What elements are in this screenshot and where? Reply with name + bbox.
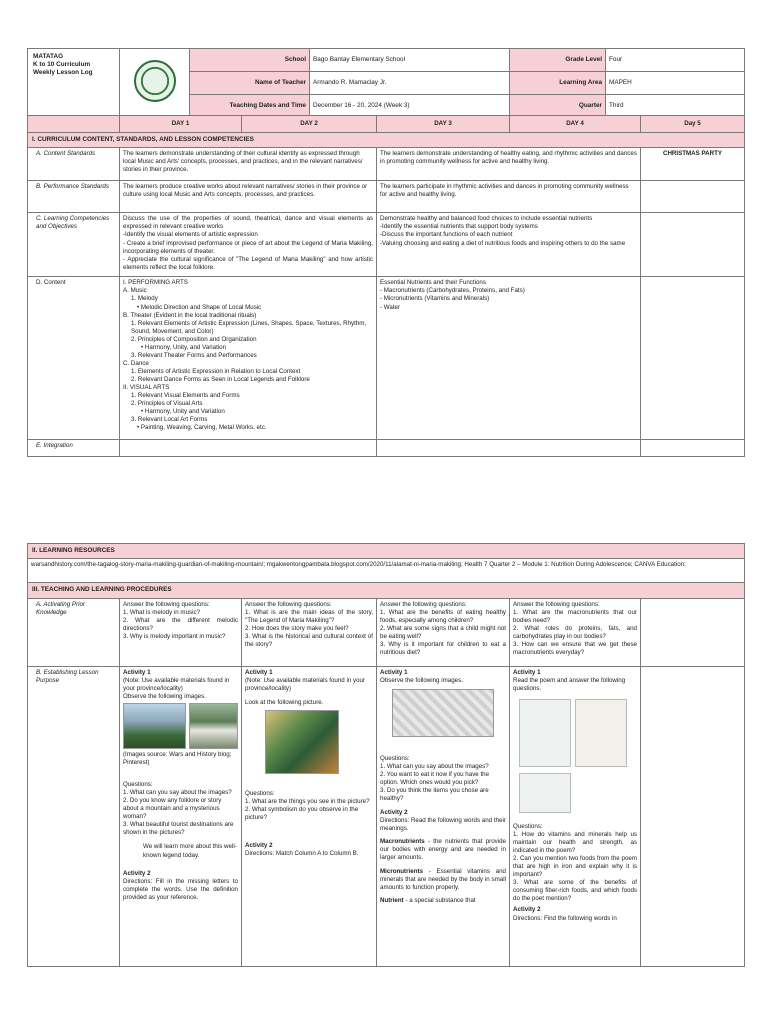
term: Macronutrients	[380, 838, 425, 846]
question-text: 3. What are some of the benefits of consuming fiber-rich foods, and which foods do the poet mention?	[513, 879, 637, 903]
seal-cell	[120, 49, 190, 118]
content-day12	[120, 277, 377, 440]
prior-line: 2. What are some signs that a child might not be eating well?	[380, 624, 506, 640]
lesson-log-header	[27, 48, 745, 118]
questions-heading: Questions:	[380, 754, 410, 762]
term: Nutrient	[380, 896, 404, 904]
title-line-2: K to 10 Curriculum	[33, 61, 91, 68]
prior-day1	[120, 598, 242, 666]
content-line: 1. Relevant Elements of Artistic Expression (Lines, Shapes, Space, Textures, Rhythm, Sound, Movement, and Color)	[131, 319, 367, 335]
question-text: 1. What can you say about the images?	[380, 762, 489, 770]
prior-line: 2. How does the story make you feel?	[245, 624, 349, 632]
area-label: Learning Area	[510, 72, 606, 95]
question-text: 1. How do vitamins and minerals help us maintain our health and strength, as indicated in the poem?	[513, 830, 637, 855]
question-text: 1. What can you say about the images?	[123, 789, 232, 797]
empty-cell	[641, 181, 745, 213]
activity-heading: Activity 1	[380, 668, 408, 676]
look-text: Look at the following picture.	[245, 698, 324, 706]
competencies-day12	[120, 213, 377, 277]
empty-cell	[641, 213, 745, 277]
content-line: C. Dance	[123, 359, 149, 367]
content-line: • Harmony, Unity and Variation	[141, 408, 225, 416]
school-value: Bago Bantay Elementary School	[310, 49, 510, 72]
poem-image	[575, 699, 627, 767]
poem-image	[519, 699, 571, 767]
term: Micronutrients	[380, 867, 423, 875]
content-day34	[377, 277, 641, 440]
quarter-label: Quarter	[510, 95, 606, 118]
mountain-image	[123, 703, 186, 749]
lesson-purpose-label: B. Establishing Lesson Purpose	[28, 666, 120, 966]
definition: - a special substance that	[403, 896, 476, 904]
content-line: - Macronutrients (Carbohydrates, Proteins, and Fats)	[380, 287, 525, 295]
activity-heading: Activity 1	[513, 668, 541, 676]
empty-cell	[120, 440, 377, 457]
prior-line: 1. What is melody in music?	[123, 608, 201, 616]
note-text: (Note: Use available materials found in your province/locality)	[123, 676, 230, 692]
day5-note: CHRISTMAS PARTY	[641, 148, 745, 181]
activity-heading: Activity 2	[245, 842, 273, 850]
prior-line: Answer the following questions:	[380, 600, 467, 608]
content-label: D. Content	[28, 277, 120, 440]
teacher-value: Armando R. Mamaclay Jr.	[310, 72, 510, 95]
prior-day3	[377, 598, 510, 666]
competency-line: -Valuing choosing and eating a diet of nutritious foods and inspiring others to do the same	[380, 239, 626, 247]
content-line: 2. Principles of Composition and Organization	[131, 335, 257, 343]
performance-label: B. Performance Standards	[28, 181, 120, 213]
resources-text: warsandhistory.com/the-tagalog-story-maria-makiling-guardian-of-makiling-mountain/; mgakwentongpambata.blogspot.com/2020/11/alamat-ni-maria-makiling; Health 7 Quarter 2 – Module 1: Nutrition During Adolescence; CANVA Education;	[28, 559, 745, 583]
competencies-label: C. Learning Competencies and Objectives	[28, 213, 120, 277]
prior-line: 2. What roles do proteins, fats, and carbohydrates play in our bodies?	[513, 624, 637, 640]
prior-line: 1. What is are the main ideas of the story, "The Legend of Maria Makiling"?	[245, 608, 373, 624]
integration-label: E. Integration	[28, 440, 120, 457]
content-line: • Painting, Weaving, Carving, Metal Works, etc.	[137, 424, 267, 432]
content-line: A. Music	[123, 287, 147, 295]
content-line: II. VISUAL ARTS	[123, 384, 170, 392]
empty-cell	[641, 440, 745, 457]
prior-line: 1. What are the benefits of eating healthy foods, especially among children?	[380, 608, 506, 624]
content-line: • Harmony, Unity, and Variation	[141, 343, 227, 351]
content-line: 1. Melody	[131, 295, 158, 303]
prior-line: 3. Why is melody important in music?	[123, 632, 226, 640]
empty-cell	[641, 666, 745, 966]
prior-line: Answer the following questions:	[513, 600, 600, 608]
food-items-image	[392, 689, 494, 737]
section1-title: I. CURRICULUM CONTENT, STANDARDS, AND LESSON COMPETENCIES	[28, 133, 745, 148]
competency-line: - Appreciate the cultural significance of "The Legend of Maria Makiling" and how artistic elements reflect the local folklore.	[123, 255, 373, 271]
title-line-3: Weekly Lesson Log	[33, 69, 93, 76]
section2-title: II. LEARNING RESOURCES	[28, 544, 745, 559]
activity-heading: Activity 2	[123, 869, 151, 877]
definition-nutrient	[380, 897, 506, 905]
question-text: 2. Do you know any folklore or story about a mountain and a mysterious woman?	[123, 797, 222, 821]
day2-header: DAY 2	[242, 116, 377, 133]
purpose-day3	[377, 666, 510, 966]
procedures-table	[27, 543, 745, 967]
empty-cell	[641, 277, 745, 440]
prior-line: 2. What are the different melodic directions?	[123, 616, 238, 632]
definition-micro	[380, 868, 506, 892]
purpose-day2	[242, 666, 377, 966]
content-line: 1. Elements of Artistic Expression in Relation to Local Context	[131, 368, 301, 376]
observe-text: Observe the following images.	[380, 676, 463, 684]
questions-heading: Questions:	[123, 781, 153, 789]
content-line: - Micronutrients (Vitamins and Minerals)	[380, 295, 490, 303]
question-text: 1. What are the things you see in the picture?	[245, 797, 370, 805]
questions-heading: Questions:	[245, 789, 275, 797]
image-source: (Images source: Wars and History blog; Pinterest)	[123, 750, 232, 766]
content-line: B. Theater (Evident in the local traditional rituals)	[123, 311, 257, 319]
corner-cell	[28, 116, 120, 133]
content-line: - Water	[380, 303, 401, 311]
question-text: 3. Do you think the items you chose are healthy?	[380, 787, 489, 803]
prior-line: Answer the following questions:	[123, 600, 210, 608]
dates-label: Teaching Dates and Time	[190, 95, 310, 118]
note-text: (Note: Use available materials found in your province/locality)	[245, 676, 366, 692]
content-standards-day12: The learners demonstrate understanding of their cultural identity as expressed through local Music and Arts' concepts, processes, and practices, and in the relevant narratives/ stories in their province.	[120, 148, 377, 181]
legend-painting-image	[265, 710, 339, 774]
title-line-1: MATATAG	[33, 53, 64, 60]
content-line: 2. Principles of Visual Arts	[131, 400, 203, 408]
performance-day12: The learners produce creative works about relevant narratives/ stories in their province or culture using local Music and Arts concepts, processes, and practices.	[120, 181, 377, 213]
activity-heading: Activity 2	[513, 906, 541, 914]
day1-header: DAY 1	[120, 116, 242, 133]
definition-macro	[380, 838, 506, 862]
empty-cell	[641, 598, 745, 666]
prior-day2	[242, 598, 377, 666]
content-line: • Melodic Direction and Shape of Local Music	[137, 303, 262, 311]
deped-seal-icon	[134, 60, 176, 102]
content-line: 2. Relevant Dance Forms as Seen in Local Legends and Folklore	[131, 376, 310, 384]
content-line: 3. Relevant Local Art Forms	[131, 416, 208, 424]
directions-text: Directions: Match Column A to Column B.	[245, 850, 359, 858]
grade-label: Grade Level	[510, 49, 606, 72]
question-text: 2. What symbolism do you observe in the picture?	[245, 806, 359, 822]
teacher-label: Name of Teacher	[190, 72, 310, 95]
purpose-day1	[120, 666, 242, 966]
activity-heading: Activity 1	[245, 668, 273, 676]
directions-text: Directions: Fill in the missing letters to complete the words. Use the definition provided as your reference.	[123, 877, 238, 901]
purpose-day4	[510, 666, 641, 966]
read-text: Read the poem and answer the following questions.	[513, 676, 626, 692]
competency-line: -Discuss the important functions of each nutrient	[380, 231, 513, 239]
prior-knowledge-label: A. Activating Prior Knowledge	[28, 598, 120, 666]
empty-cell	[377, 440, 641, 457]
definition: - the nutrients that provide our bodies with energy and are needed in larger amounts.	[380, 838, 506, 862]
content-standards-label: A. Content Standards	[28, 148, 120, 181]
question-text: 3. What beautiful tourist destinations are shown in the pictures?	[123, 821, 234, 837]
grade-value: Four	[606, 49, 745, 72]
content-line: I. PERFORMING ARTS	[123, 279, 188, 287]
directions-text: Directions: Find the following words in	[513, 914, 617, 922]
competency-line: Discuss the use of the properties of sound, theatrical, dance and visual elements as expressed in relevant creative works	[123, 215, 373, 231]
quarter-value: Third	[606, 95, 745, 118]
prior-line: 3. Why is it important for children to eat a nutritious diet?	[380, 640, 506, 657]
content-line: 1. Relevant Visual Elements and Forms	[131, 392, 240, 400]
questions-heading: Questions:	[513, 822, 543, 830]
poem-image	[519, 773, 571, 813]
area-value: MAPEH	[606, 72, 745, 95]
competency-line: Demonstrate healthy and balanced food choices to include essential nutrients	[380, 215, 593, 223]
activity-heading: Activity 2	[380, 809, 408, 817]
prior-line: Answer the following questions:	[245, 600, 332, 608]
school-label: School	[190, 49, 310, 72]
question-text: 2. Can you mention two foods from the poem that are high in iron and explain why it is important?	[513, 855, 637, 879]
competency-line: -Identify the visual elements of artistic expression	[123, 231, 258, 239]
question-text: 2. You want to eat it now if you have the option. Which ones would you pick?	[380, 770, 490, 786]
competency-line: - Create a brief improvised performance or piece of art about the Legend of Maria Makiling, incorporating elements of theater.	[123, 239, 373, 255]
competencies-day34	[377, 213, 641, 277]
day3-header: DAY 3	[377, 116, 510, 133]
maria-makiling-image	[189, 703, 238, 749]
prior-line: 3. How can we ensure that we get these macronutrients everyday?	[513, 640, 637, 657]
dates-value: December 16 - 20, 2024 (Week 3)	[310, 95, 510, 118]
day5-header: Day 5	[641, 116, 745, 133]
competency-line: -Identify the essential nutrients that support body systems	[380, 223, 538, 231]
learn-text: We will learn more about this well-known legend today.	[143, 843, 237, 859]
section3-title: III. TEACHING AND LEARNING PROCEDURES	[28, 583, 745, 598]
prior-line: 3. What is the historical and cultural context of the story?	[245, 632, 373, 648]
content-line: Essential Nutrients and their Functions	[380, 279, 486, 287]
prior-day4	[510, 598, 641, 666]
directions-text: Directions: Read the following words and their meanings.	[380, 817, 506, 833]
day4-header: DAY 4	[510, 116, 641, 133]
activity-heading: Activity 1	[123, 668, 151, 676]
title-block	[28, 49, 120, 118]
performance-day34: The learners participate in rhythmic activities and dances in promoting community wellness for active and healthy living.	[377, 181, 641, 213]
definition: - Essential vitamins and minerals that are needed by the body in small amounts to function properly.	[380, 867, 506, 891]
observe-text: Observe the following images.	[123, 692, 206, 700]
content-line: 3. Relevant Theater Forms and Performances	[131, 351, 257, 359]
curriculum-table	[27, 115, 745, 457]
prior-line: 1. What are the macronutrients that our bodies need?	[513, 608, 637, 624]
content-standards-day34: The learners demonstrate understanding of healthy eating, and rhythmic activities and dances in promoting community wellness for active and healthy living.	[377, 148, 641, 181]
